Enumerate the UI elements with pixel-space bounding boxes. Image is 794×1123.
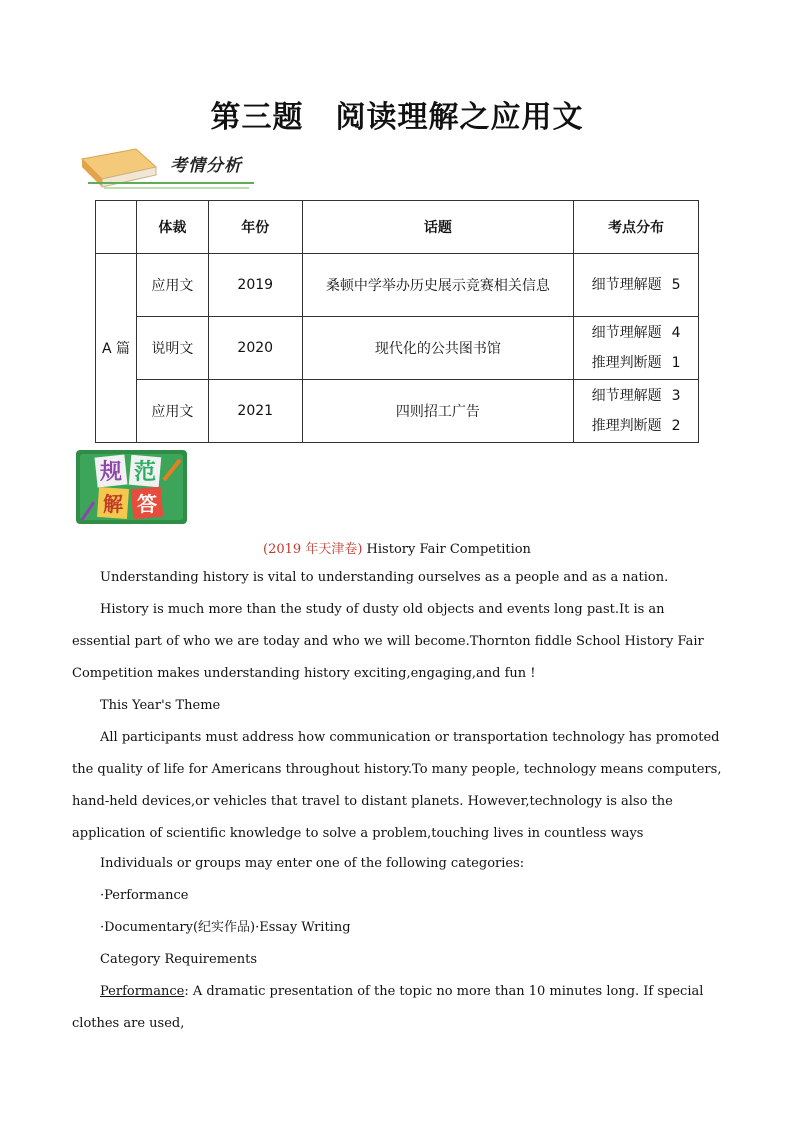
point-count: 5 <box>671 277 681 293</box>
cell-year: 2020 <box>208 317 302 380</box>
exam-analysis-banner <box>74 145 264 193</box>
performance-text: : A dramatic presentation of the topic no more than 10 minutes long. If special clothes are used, <box>72 984 704 1031</box>
paragraph-6: ·Performance <box>100 888 189 903</box>
badge-char-3: 解 <box>103 492 123 516</box>
banner-label: 考情分析 <box>170 156 242 176</box>
point-count: 4 <box>671 325 681 341</box>
exam-analysis-table <box>95 200 699 443</box>
paragraph-2: History is much more than the study of dusty old objects and events long past.It is an essential part of who we are today and who we will become.Thornton fiddle School History Fair Competition makes understanding history exciting,engaging,and fun ! <box>72 602 704 681</box>
badge-graphic <box>76 450 187 524</box>
cell-year: 2019 <box>208 254 302 317</box>
cell-topic: 四则招工广告 <box>302 380 573 443</box>
table-row <box>96 317 699 380</box>
point-count: 2 <box>671 418 681 434</box>
paragraph-1: Understanding history is vital to understanding ourselves as a people and as a nation. <box>100 570 669 585</box>
point-count: 1 <box>671 355 681 371</box>
source-title: History Fair Competition <box>362 542 531 557</box>
performance-label: Performance <box>100 984 185 999</box>
page-title <box>0 92 794 136</box>
table-header-row <box>96 201 699 254</box>
cell-genre: 应用文 <box>136 380 208 443</box>
paragraph-4: All participants must address how communication or transportation technology has promoted the quality of life for Americans throughout history.To many people, technology means computers, hand-held devices,or vehicles that travel to distant planets. However,technology is also the application of scientific knowledge to solve a problem,touching lives in countless ways <box>72 730 722 841</box>
header-empty <box>96 201 137 254</box>
table-row <box>96 254 699 317</box>
source-prefix: (2019 年天津卷) <box>263 542 363 557</box>
point-name: 推理判断题 <box>591 418 662 434</box>
cell-points <box>574 254 699 317</box>
cell-topic: 现代化的公共图书馆 <box>302 317 573 380</box>
badge-char-2: 范 <box>133 460 157 485</box>
article-source <box>0 538 794 557</box>
cell-genre: 说明文 <box>136 317 208 380</box>
cell-year: 2021 <box>208 380 302 443</box>
standard-answer-badge <box>76 450 187 524</box>
point-name: 推理判断题 <box>591 355 662 371</box>
paragraph-3: This Year's Theme <box>100 698 221 713</box>
title-part1: 第三题 <box>210 100 304 135</box>
cell-points <box>574 380 699 443</box>
header-topic: 话题 <box>302 201 573 254</box>
header-genre: 体裁 <box>136 201 208 254</box>
cell-topic: 桑顿中学举办历史展示竞赛相关信息 <box>302 254 573 317</box>
paragraph-8: Category Requirements <box>100 952 257 967</box>
title-part2: 阅读理解之应用文 <box>335 100 584 135</box>
paragraph-5: Individuals or groups may enter one of the following categories: <box>100 856 525 871</box>
badge-char-1: 规 <box>99 460 123 485</box>
paragraph-9 <box>72 976 732 1040</box>
point-name: 细节理解题 <box>591 388 662 404</box>
point-count: 3 <box>671 388 681 404</box>
cell-points <box>574 317 699 380</box>
table-row <box>96 380 699 443</box>
badge-char-4: 答 <box>137 492 157 516</box>
point-name: 细节理解题 <box>591 277 662 293</box>
point-name: 细节理解题 <box>591 325 662 341</box>
header-year: 年份 <box>208 201 302 254</box>
group-label: A 篇 <box>96 254 137 443</box>
paragraph-7: ·Documentary(纪实作品)·Essay Writing <box>100 920 351 935</box>
cell-genre: 应用文 <box>136 254 208 317</box>
header-points: 考点分布 <box>574 201 699 254</box>
